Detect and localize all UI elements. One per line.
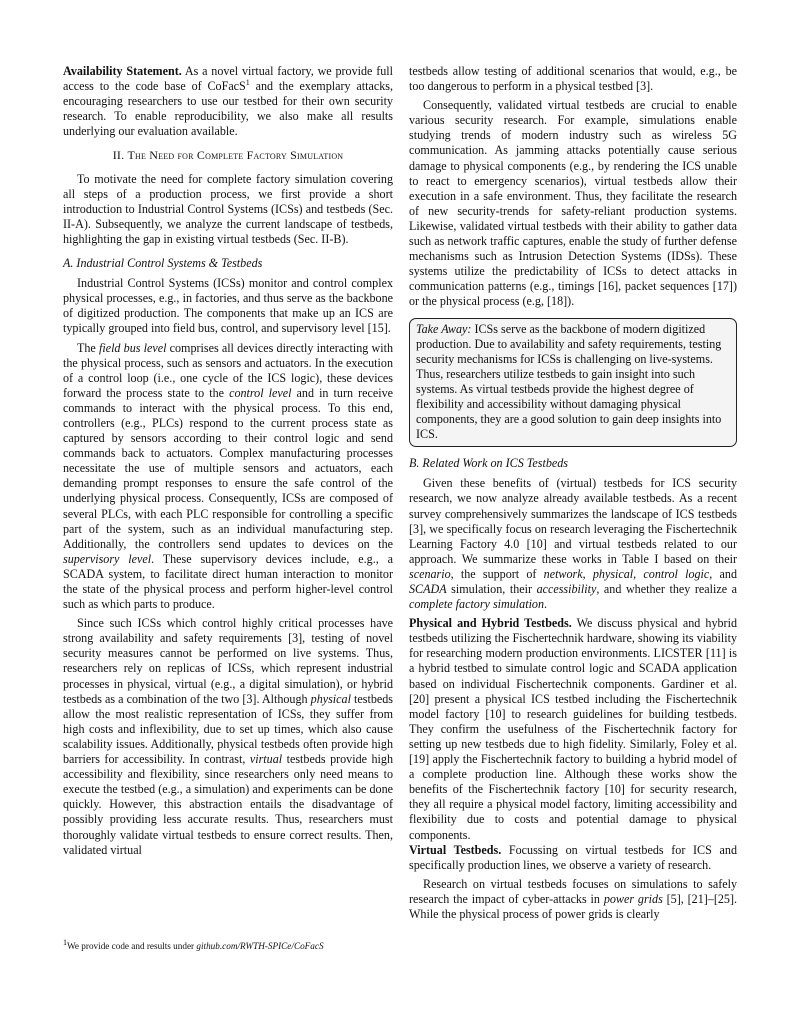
footnote: $^1$We provide code and results under github.com/RWTH-SPICe/CoFacS bbox=[63, 937, 324, 951]
footnote-mark: 1 bbox=[245, 78, 250, 88]
subsection-a-heading: A. Industrial Control Systems & Testbeds bbox=[63, 256, 263, 271]
ics-paragraph: Industrial Control Systems (ICSs) monitor and control complex physical processes, e.g., in factories, and thus serve as the backbone of digitized production. The components that make up an ICS are typically grouped into field bus, control, and supervisory level [15]. bbox=[63, 276, 393, 336]
intro-paragraph: To motivate the need for complete factory simulation covering all steps of a production process, we first provide a short introduction to Industrial Control Systems (ICSs) and testbeds (Sec. II-A). Subsequently, we analyze the current landscape of testbeds, highlighting the gap in existing virtual testbeds (Sec. II-B). bbox=[63, 171, 393, 246]
takeaway-label: Take Away: bbox=[416, 321, 472, 336]
physical-testbeds-paragraph: Physical and Hybrid Testbeds. We discuss physical and hybrid testbeds utilizing the Fischertechnik hardware, showing its viability for researching modern production environments. LICSTER [11] is a hybrid testbed to simulate control logic and SCADA application based on individual Fischertechnik components. Gardiner et al. [20] present a physical ICS testbed including the Fischertechnik model factory [10] to research guidelines for building testbeds. They confirm the usefulness of the Fischertechnik factory for setting up new testbeds due to high fidelity. Similarly, Foley et al. [19] apply the Fischertechnik factory to building a hybrid model of a complete production line. Although these works show the benefits of the Fischertechnik factory [10] for security research, they all require a physical model factory, limiting accessibility and flexibility due to costs and potential damage to physical components. bbox=[409, 616, 737, 842]
virtual-testbeds-paragraph: Virtual Testbeds. Focussing on virtual testbeds for ICS and specifically production lines, we observe a variety of research. bbox=[409, 842, 737, 872]
subsection-b-heading: B. Related Work on ICS Testbeds bbox=[409, 456, 569, 471]
since-paragraph: Since such ICSs which control highly critical processes have strong availability and safety requirements [3], testing of novel security measures cannot be performed on live systems. Thus, researchers rely on replicas of ICSs, which represent industrial processes in physical, virtual (e.g., a digital simulation), or hybrid testbeds as a combination of the two [3]. Although physical testbeds allow the most realistic representation of ICSs, they suffer from high costs and inflexibility, due to set up times, which also cause scalability issues. Additionally, physical testbeds often provide high barriers for accessibility. In contrast, virtual testbeds provide high accessibility and flexibility, since researchers only need means to execute the testbed (e.g., a simulation) and experiments can be done quickly. However, this abstraction entails the disadvantage of possibly providing less accurate results. Thus, researchers must thoroughly validate virtual testbeds to ensure correct results. Then, validated virtual bbox=[63, 616, 393, 857]
section-heading: II. The Need for Complete Factory Simulation bbox=[112, 148, 344, 163]
right-column bbox=[409, 64, 737, 922]
research-paragraph: Research on virtual testbeds focuses on simulations to safely research the impact of cyber-attacks in power grids [5], [21]–[25]. While the physical process of power grids is clearly bbox=[409, 876, 738, 921]
fieldbus-paragraph: The field bus level comprises all devices directly interacting with the physical process, such as sensors and actuators. In the execution of a control loop (i.e., one cycle of the ICS logic), these devices forward the process state to the control level and in turn receive commands to interact with the physical process. To this end, controllers (e.g., PLCs) respond to the current process state as captured by sensors according to their control logic and send commands back to actuators. Complex manufacturing processes necessitate the use of multiple sensors and actuators, each demanding prompt responses to ensure the safe control of the underlying physical process. Consequently, ICSs are composed of several PLCs, with each PLC responsible for controlling a specific part of the system, such as an individual manufacturing step. Additionally, the controllers send updates to devices on the supervisory level. These supervisory devices include, e.g., a SCADA system, to facilitate direct human interaction to monitor the state of the physical process and perform higher-level control such as which parts to produce. bbox=[63, 340, 394, 612]
takeaway-box: Take Away: ICSs serve as the backbone of modern digitized production. Due to availability and safety requirements, testing security mechanisms for ICSs is challenging on live-systems. Thus, researchers utilize testbeds to gain insight into such systems. As virtual testbeds provide the highest degree of flexibility and accessibility without damaging physical components, they are a good solution to gain deep insights into ICS. bbox=[409, 318, 737, 448]
virtual-testbeds-heading: Virtual Testbeds. bbox=[409, 842, 502, 857]
availability-statement: Availability Statement. As a novel virtual factory, we provide full access to the code base of CoFacS$^1$ and the exemplary attacks, encouraging researchers to use our testbed for their own security research. To enable reproducibility, we also make all results underlying our evaluation available. bbox=[63, 64, 393, 139]
left-column bbox=[63, 64, 393, 858]
footnote-url[interactable]: github.com/RWTH-SPICe/CoFacS bbox=[196, 941, 324, 951]
physical-testbeds-heading: Physical and Hybrid Testbeds. bbox=[409, 616, 572, 631]
continued-paragraph: testbeds allow testing of additional scenarios that would, e.g., be too dangerous to perform in a physical testbed [3]. bbox=[409, 64, 737, 94]
availability-heading: Availability Statement. bbox=[63, 64, 182, 78]
section-title: The Need for Complete Factory Simulation bbox=[127, 148, 344, 163]
given-paragraph: Given these benefits of (virtual) testbeds for ICS security research, we now analyze already available testbeds. As a recent survey comprehensively summarizes the landscape of ICS testbeds [3], we specifically focus on research leveraging the Fischertechnik Learning Factory 4.0 [10] and virtual testbeds related to our approach. We summarize these works in Table I based on their scenario, the support of network, physical, control logic, and SCADA simulation, their accessibility, and whether they realize a complete factory simulation. bbox=[409, 476, 737, 612]
consequently-paragraph: Consequently, validated virtual testbeds are crucial to enable various security research. For example, simulations enable studying trends of modern industry such as wireless 5G communication. As jamming attacks potentially cause serious damage to physical components (e.g., by rendering the ICS unable to react to emergency scenarios), virtual testbeds allow their execution in a safe environment. Thus, they facilitate the research of new security-trends for safety-reliant production systems. Likewise, validated virtual testbeds with their ability to gather data such as network traffic captures, enable the study of further defense mechanisms such as Intrusion Detection Systems (IDSs). These systems utilize the predictability of ICSs to detect attacks in communication patterns (e.g., timings [16], packet sequences [17]) or the physical process (e.g, [18]). bbox=[409, 98, 737, 309]
